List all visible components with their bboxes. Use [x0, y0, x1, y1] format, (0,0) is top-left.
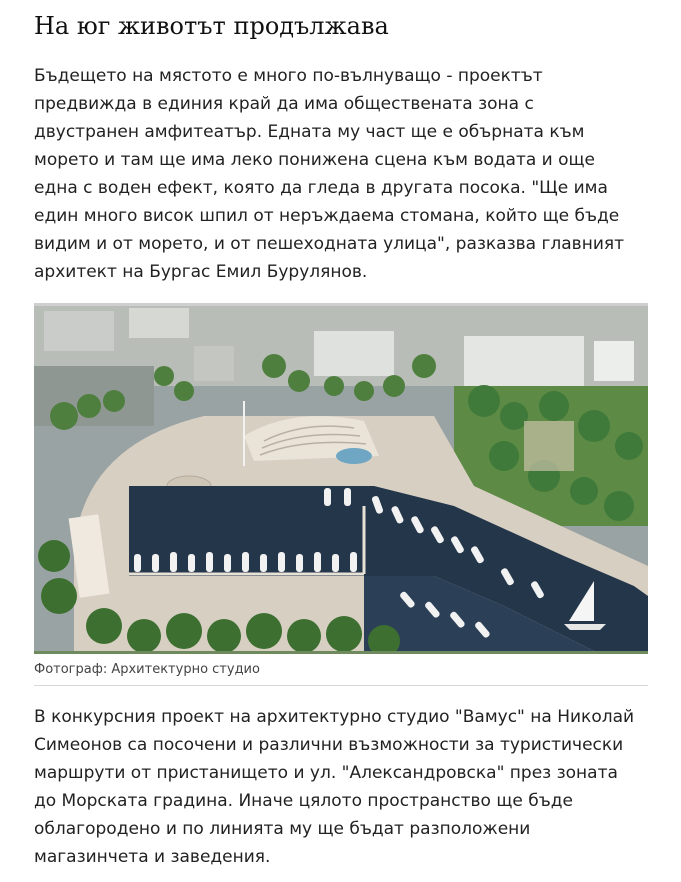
caption-divider	[34, 685, 648, 686]
paragraph-line: В конкурсния проект на архитектурно студио "Вамус" на Николай	[34, 707, 635, 727]
paragraph-line: Бъдещето на мястото е много по-вълнуващо - проектът	[34, 66, 543, 86]
marina-illustration	[34, 306, 648, 651]
paragraph-amphitheatre	[34, 62, 654, 286]
paragraph-line: двустранен амфитеатър. Едната му част ще е обърната към	[34, 122, 585, 142]
paragraph-line: една с воден ефект, която да гледа в другата посока. "Ще има	[34, 178, 608, 198]
section-heading: На юг животът продължава	[34, 12, 389, 40]
paragraph-line: архитект на Бургас Емил Бурулянов.	[34, 262, 368, 282]
paragraph-line: предвижда в единия край да има обществената зона с	[34, 94, 534, 114]
paragraph-line: видим и от морето, и от пешеходната улица", разказва главният	[34, 234, 624, 254]
paragraph-line: облагородено и по линията му ще бъдат разположени	[34, 819, 531, 839]
marina-aerial-photo[interactable]	[34, 303, 648, 654]
paragraph-line: морето и там ще има леко понижена сцена към водата и още	[34, 150, 595, 170]
paragraph-line: магазинчета и заведения.	[34, 847, 271, 867]
paragraph-line: един много висок шпил от неръждаема стомана, който ще бъде	[34, 206, 620, 226]
paragraph-line: маршрути от пристанището и ул. "Александровска" през зоната	[34, 763, 618, 783]
photo-caption: Фотограф: Архитектурно студио	[34, 662, 260, 677]
paragraph-line: до Морската градина. Иначе цялото пространство ще бъде	[34, 791, 573, 811]
paragraph-line: Симеонов са посочени и различни възможности за туристически	[34, 735, 624, 755]
paragraph-project	[34, 703, 654, 871]
